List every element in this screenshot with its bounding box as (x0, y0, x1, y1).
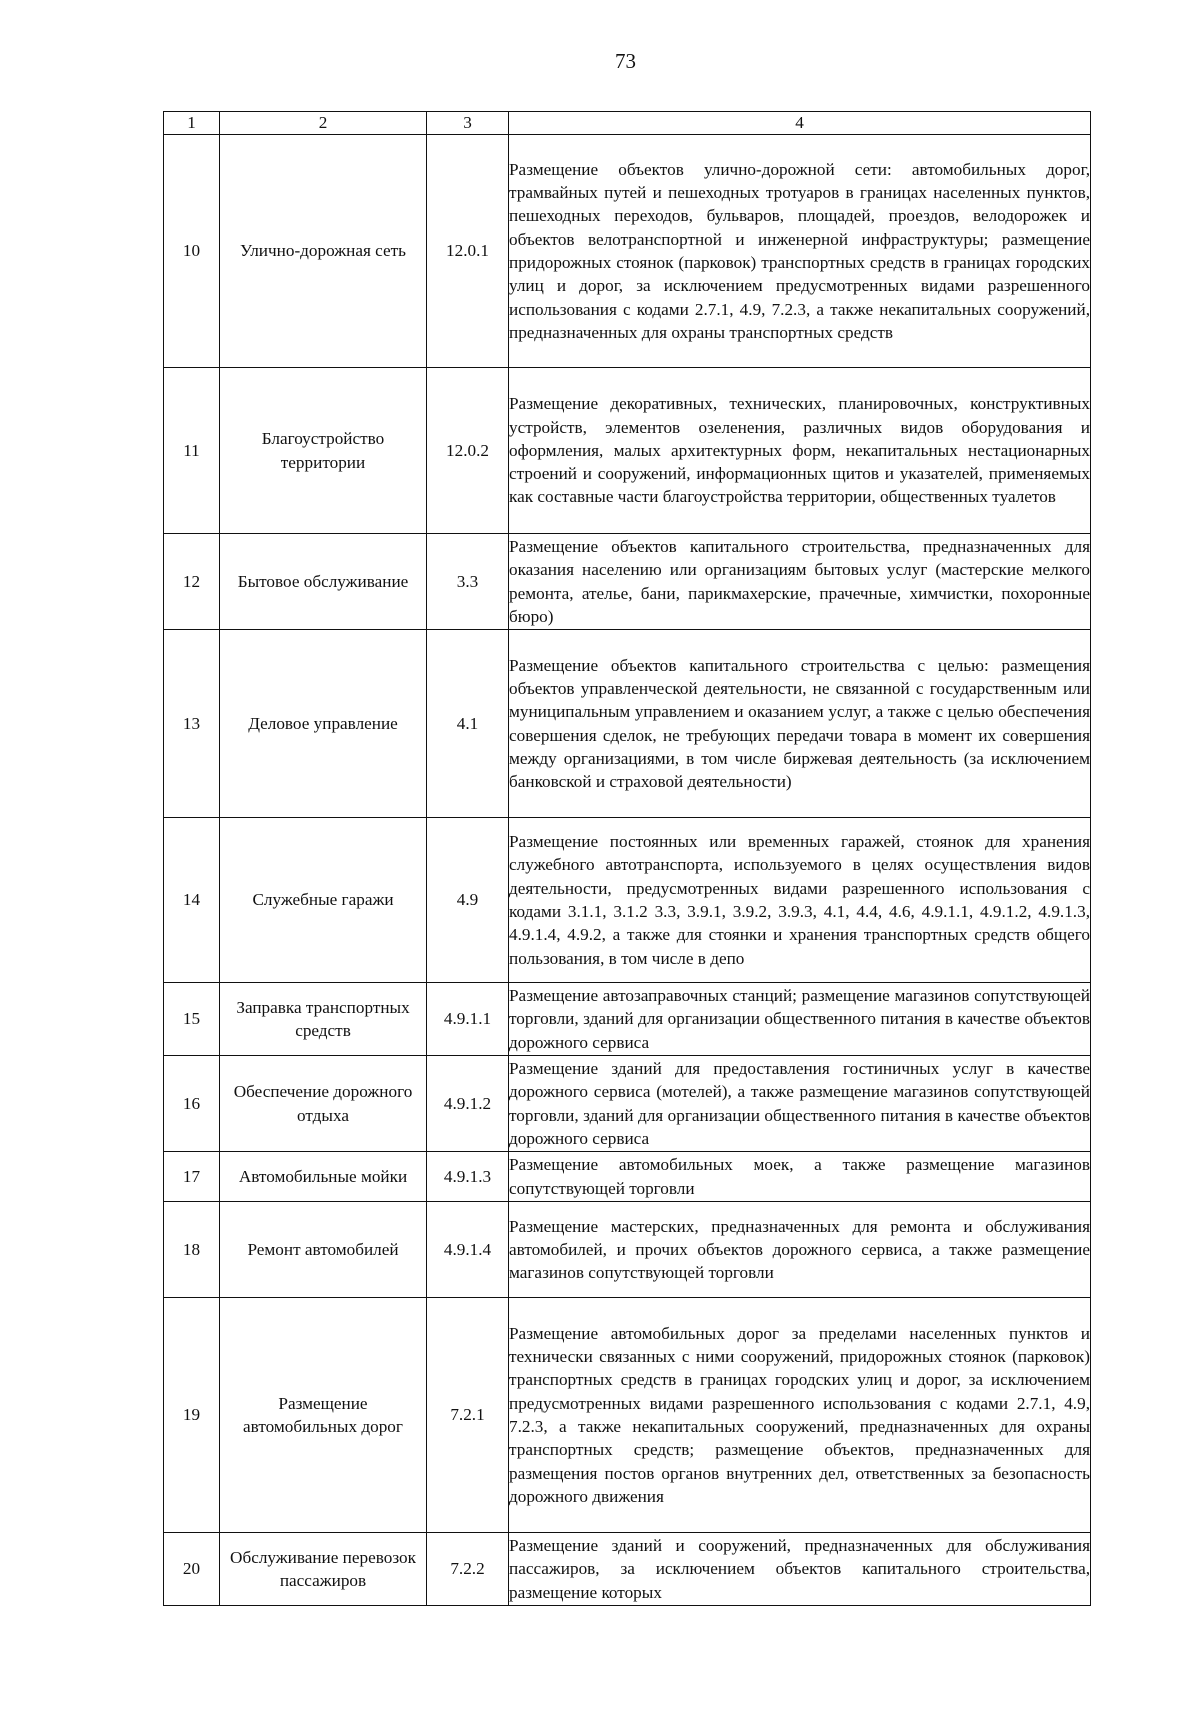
row-number: 15 (164, 983, 220, 1056)
table-row (164, 534, 1091, 630)
table-row (164, 1533, 1091, 1606)
use-type-name: Обеспечение дорожного отдыха (220, 1056, 427, 1152)
table-row (164, 1298, 1091, 1533)
use-type-name: Деловое управление (220, 630, 427, 818)
row-number: 14 (164, 818, 220, 983)
use-type-code: 4.9.1.4 (427, 1202, 509, 1298)
use-type-description: Размещение постоянных или временных гаражей, стоянок для хранения служебного автотранспорта, используемого в целях осуществления видов деятельности, предусмотренных видами разрешенного использования с кодами 3.1.1, 3.1.2 3.3, 3.9.1, 3.9.2, 3.9.3, 4.1, 4.4, 4.6, 4.9.1.1, 4.9.1.2, 4.9.1.3, 4.9.1.4, 4.9.2, а также для стоянки и хранения транспортных средств общего пользования, в том числе в депо (509, 818, 1091, 983)
use-type-code: 7.2.1 (427, 1298, 509, 1533)
use-type-description: Размещение мастерских, предназначенных для ремонта и обслуживания автомобилей, и прочих объектов дорожного сервиса, а также размещение магазинов сопутствующей торговли (509, 1202, 1091, 1298)
use-type-description: Размещение автомобильных моек, а также размещение магазинов сопутствующей торговли (509, 1152, 1091, 1202)
row-number: 17 (164, 1152, 220, 1202)
table-row (164, 1056, 1091, 1152)
use-type-name: Благоустройство территории (220, 368, 427, 534)
row-number: 10 (164, 135, 220, 368)
header-row (164, 112, 1091, 135)
use-type-code: 4.9 (427, 818, 509, 983)
row-number: 13 (164, 630, 220, 818)
row-number: 16 (164, 1056, 220, 1152)
use-type-name: Размещение автомобильных дорог (220, 1298, 427, 1533)
header-col-4: 4 (509, 112, 1091, 135)
row-number: 18 (164, 1202, 220, 1298)
header-col-3: 3 (427, 112, 509, 135)
row-number: 12 (164, 534, 220, 630)
table-row (164, 983, 1091, 1056)
use-type-description: Размещение зданий для предоставления гостиничных услуг в качестве дорожного сервиса (мотелей), а также размещение магазинов сопутствующей торговли, зданий для организации общественного питания в качестве объектов дорожного сервиса (509, 1056, 1091, 1152)
use-type-description: Размещение декоративных, технических, планировочных, конструктивных устройств, элементов озеленения, различных видов оборудования и оформления, малых архитектурных форм, некапитальных нестационарных строений и сооружений, информационных щитов и указателей, применяемых как составные части благоустройства территории, общественных туалетов (509, 368, 1091, 534)
use-type-name: Автомобильные мойки (220, 1152, 427, 1202)
use-type-name: Ремонт автомобилей (220, 1202, 427, 1298)
land-use-table (163, 111, 1091, 1606)
use-type-code: 12.0.1 (427, 135, 509, 368)
use-type-code: 12.0.2 (427, 368, 509, 534)
table-row (164, 630, 1091, 818)
use-type-description: Размещение автомобильных дорог за пределами населенных пунктов и технически связанных с ними сооружений, придорожных стоянок (парковок) транспортных средств в границах городских улиц и дорог, за исключением предусмотренных видами разрешенного использования с кодами 2.7.1, 4.9, 7.2.3, а также некапитальных сооружений, предназначенных для охраны транспортных средств; размещение объектов, предназначенных для размещения постов органов внутренних дел, ответственных за безопасность дорожного движения (509, 1298, 1091, 1533)
use-type-description: Размещение объектов капитального строительства с целью: размещения объектов управленческой деятельности, не связанной с государственным или муниципальным управлением и оказанием услуг, а также с целью обеспечения совершения сделок, не требующих передачи товара в момент их совершения между организациями, в том числе биржевая деятельность (за исключением банковской и страховой деятельности) (509, 630, 1091, 818)
use-type-code: 4.1 (427, 630, 509, 818)
use-type-code: 4.9.1.2 (427, 1056, 509, 1152)
use-type-name: Обслуживание перевозок пассажиров (220, 1533, 427, 1606)
row-number: 19 (164, 1298, 220, 1533)
table-row (164, 135, 1091, 368)
use-type-name: Служебные гаражи (220, 818, 427, 983)
header-col-2: 2 (220, 112, 427, 135)
use-type-name: Улично-дорожная сеть (220, 135, 427, 368)
header-col-1: 1 (164, 112, 220, 135)
use-type-description: Размещение автозаправочных станций; размещение магазинов сопутствующей торговли, зданий для организации общественного питания в качестве объектов дорожного сервиса (509, 983, 1091, 1056)
use-type-name: Бытовое обслуживание (220, 534, 427, 630)
use-type-code: 7.2.2 (427, 1533, 509, 1606)
row-number: 11 (164, 368, 220, 534)
use-type-description: Размещение объектов улично-дорожной сети: автомобильных дорог, трамвайных путей и пешеходных тротуаров в границах населенных пунктов, пешеходных переходов, бульваров, площадей, проездов, велодорожек и объектов велотранспортной и инженерной инфраструктуры; размещение придорожных стоянок (парковок) транспортных средств в границах городских улиц и дорог, за исключением предусмотренных видами разрешенного использования с кодами 2.7.1, 4.9, 7.2.3, а также некапитальных сооружений, предназначенных для охраны транспортных средств (509, 135, 1091, 368)
use-type-code: 4.9.1.3 (427, 1152, 509, 1202)
table-row (164, 1202, 1091, 1298)
page-number: 73 (615, 49, 636, 73)
use-type-description: Размещение зданий и сооружений, предназначенных для обслуживания пассажиров, за исключением объектов капитального строительства, размещение которых (509, 1533, 1091, 1606)
use-type-name: Заправка транспортных средств (220, 983, 427, 1056)
use-type-code: 4.9.1.1 (427, 983, 509, 1056)
use-type-description: Размещение объектов капитального строительства, предназначенных для оказания населению или организациям бытовых услуг (мастерские мелкого ремонта, ателье, бани, парикмахерские, прачечные, химчистки, похоронные бюро) (509, 534, 1091, 630)
table-row (164, 1152, 1091, 1202)
table-row (164, 818, 1091, 983)
use-type-code: 3.3 (427, 534, 509, 630)
row-number: 20 (164, 1533, 220, 1606)
table-row (164, 368, 1091, 534)
